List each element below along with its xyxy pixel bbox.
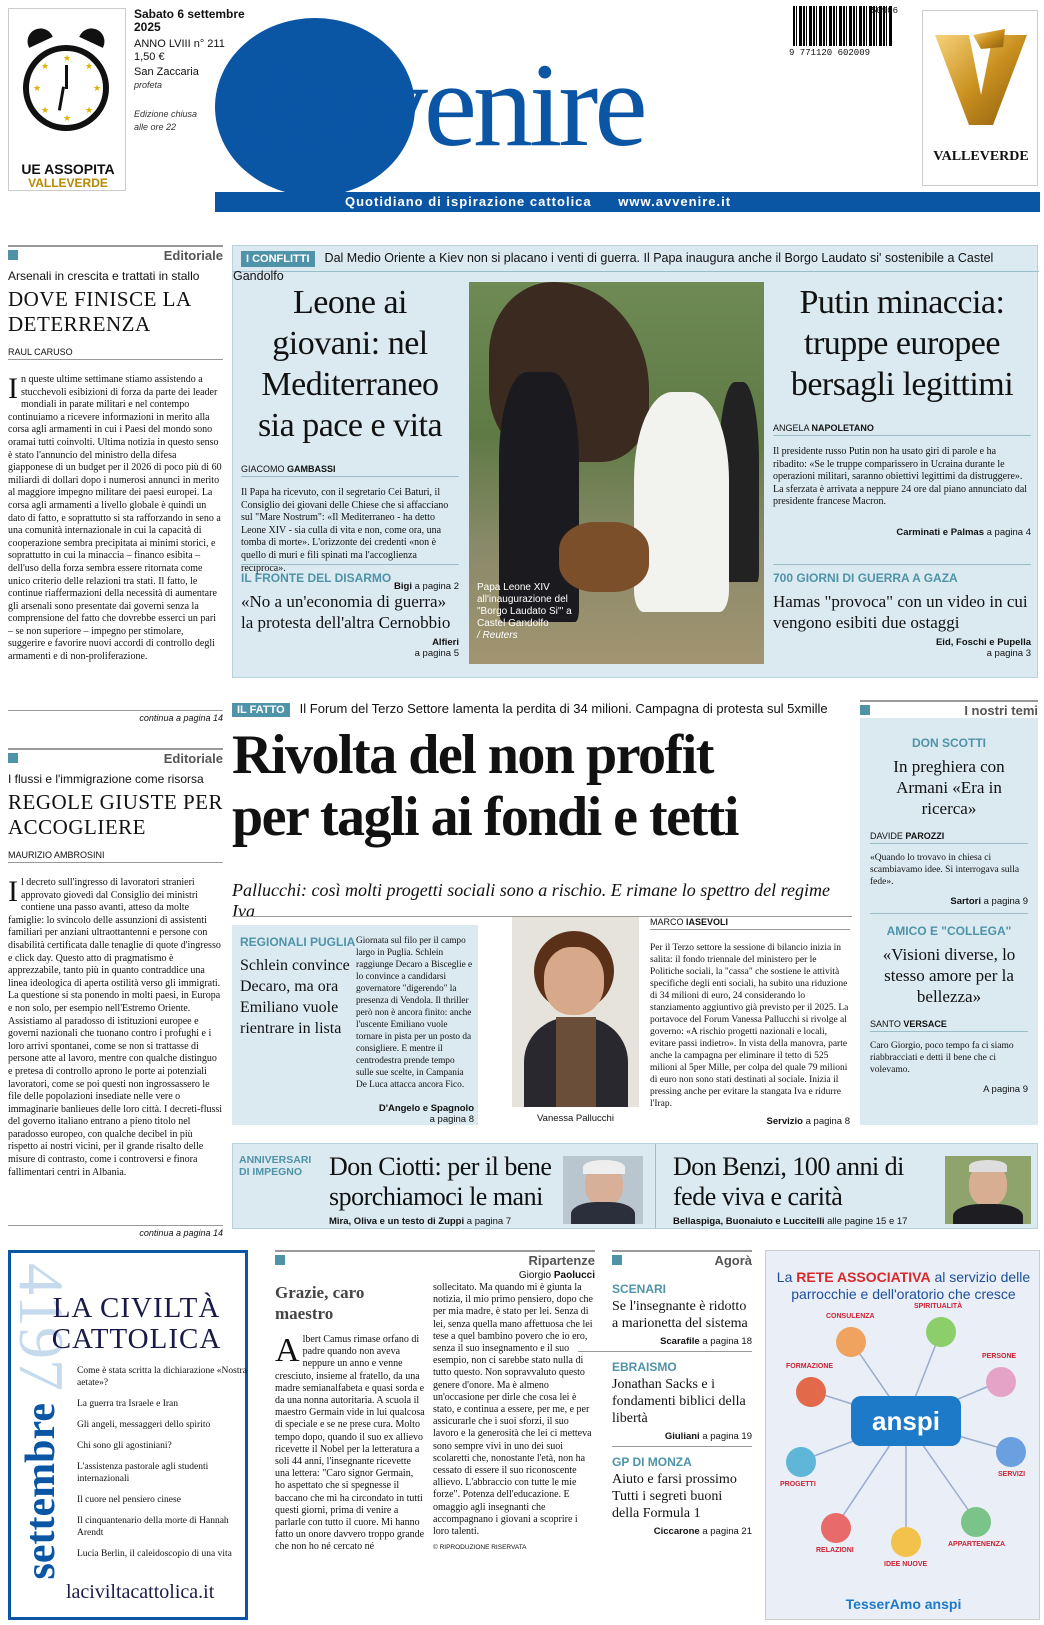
leone-article[interactable] [241, 282, 459, 592]
saint-role: profeta [134, 80, 163, 90]
agora-title[interactable]: Aiuto e farsi prossimo Tutti i segreti buoni della Formula 1 [612, 1472, 737, 1521]
spiritualita-icon [926, 1317, 956, 1347]
ripartenze-header [275, 1250, 595, 1268]
conflitti-tagbar [233, 246, 1039, 283]
civilta-item: Lucia Berlin, il caleidoscopio di una vita [77, 1549, 232, 1559]
versace-title[interactable]: «Visioni diverse, lo stesso amore per la bellezza» [882, 945, 1016, 1006]
node-label: SPIRITUALITÀ [914, 1303, 963, 1310]
node-label: RELAZIONI [816, 1547, 854, 1554]
editoriale-header [8, 245, 223, 263]
fatto-subtitle: Pallucchi: così molti progetti sociali sono a rischio. E rimane lo spettro del regime Iva [232, 880, 830, 921]
disarmo-subhead: IL FRONTE DEL DISARMO [241, 571, 392, 585]
node-label: CONSULENZA [826, 1313, 875, 1320]
anspi-title: La RETE ASSOCIATIVA al servizio delle parrocchie e dell'oratorio che cresce [776, 1269, 1031, 1302]
pope-shape [634, 392, 729, 612]
ue-assopita-ad[interactable] [8, 8, 126, 191]
site-url[interactable]: www.avvenire.it [618, 194, 732, 209]
editoriale-body [8, 374, 223, 704]
tagline-bar [215, 192, 1040, 212]
scotti-author: DAVIDE PAROZZI [870, 831, 1028, 844]
ciotti-photo [563, 1156, 643, 1224]
editoriale-body-text: n queste ultime settimane stiamo assistendo a stucchevoli esibizioni di forza da parte dei leader mondiali in parate militari e nel contempo continuiamo a ricevere informazioni in merito alla corsa agli armamenti in cui i Paesi del mondo sono oramai tutti coinvolti. Ultima notizia in questo senso è stato l'annuncio del ministro della difesa giapponese di un budget per il 2026 di poco più di 60 miliardi di dollari dopo i numerosi annunci in merito al maggiore impegno militare dei paesi europei. La corsa agli armamenti a livello globale è quindi un dato di fatto, e soprattutto si sta rafforzando in seno a una comunità internazionale in cui la capacità di cooperazione sembra precipitata ai minimi storici, e soprattutto in cui la minaccia – financo esibita – dell'uso della forza sembra essere ritornata come unico criterio delle relazioni tra stati. Il fatto, le continue riaffermazioni della necessità di aumentare gli arsenali sono presentate dai governi senza la comprensione del fatto che dovrebbe esserci un pari – se non superiore – impegno per stimolare, suggerire e favorire nuovi accordi di controllo degli armamenti e di non-proliferazione. [8, 374, 222, 663]
regionali-body: Giornata sul filo per il campo largo in Puglia. Schlein raggiunge Decaro a Bisceglie e lo convince a candidarsi governatore "digerendo" la presenza di Vendola. Il thriller però non è ancora finito: anche l'uscente Emiliano vuole tornare in pista per un posto da consigliere. E mentre il centrodestra prende tempo sulle sue scelte, in Campania De Luca attacca ancora Fico. [356, 936, 473, 1090]
ciotti-title[interactable]: Don Ciotti: per il bene sporchiamoci le mani [329, 1152, 552, 1211]
editoriale-author: RAUL CARUSO [8, 347, 223, 360]
fatto-body: Per il Terzo settore la sessione di bilancio inizia in salita: il fondo triennale del ministero per le Politiche sociali, la "cassa" che sostiene le attività specifiche degli enti sociali, ha subito una riduzione di 34 milioni di euro, 24 considerando lo stanziamento aggiuntivo già previsto per il 2025. La portavoce del Forum Vanessa Pallucchi si rivolge al governo: «A rischio progetti nazionali e locali, evitare passi indietro». In vista della manovra, parte anche la campagna per eliminare il tetto di 525 milioni al 5per Mille, per colpa del quale 79 milioni di euro non sono stati destinati al sociale. Inizia il pressing anche per evitare la stangata Iva e ridurre l'Irap. [650, 943, 849, 1109]
editoriale-title[interactable]: REGOLE GIUSTE PER ACCOGLIERE [8, 790, 223, 839]
temi-panel [860, 718, 1038, 1125]
tagline: Quotidiano di ispirazione cattolica [345, 194, 592, 209]
valleverde-v-icon [933, 25, 1029, 135]
gaza-article[interactable] [773, 564, 1031, 659]
benzi-photo [945, 1156, 1031, 1224]
fatto-title-line2: per tagli ai fondi e tetti [232, 786, 738, 848]
fatto-header [232, 700, 852, 718]
continue-link[interactable]: continua a pagina 14 [8, 710, 223, 723]
putin-title[interactable]: Putin minaccia: truppe europee bersagli legittimi [790, 284, 1014, 403]
temi-label: I nostri temi [964, 703, 1038, 718]
putin-article[interactable] [773, 282, 1031, 538]
agora-header [612, 1250, 752, 1268]
leone-body: Il Papa ha ricevuto, con il segretario Cei Baturi, il Consiglio dei giovani delle Chiese che si affacciano sul "Mare Nostrum": «Il Mediterraneo - ha detto Leone XIV - sia culla di vita e non, come ora, una tomba di morte». L'orizzonte dei credenti «non è quello di muri e fili spinati ma l'accoglienza reciproca». [241, 487, 449, 574]
barcode-number: 9 771120 602009 [789, 48, 871, 58]
fatto-ref[interactable]: Servizio a pagina 8 [766, 1116, 850, 1127]
versace-author: SANTO VERSACE [870, 1019, 1028, 1032]
agora-ref[interactable]: Scarafile a pagina 18 [660, 1336, 752, 1347]
fatto-tag: IL FATTO [232, 703, 290, 717]
anniversari-label: ANNIVERSARI DI IMPEGNO [239, 1154, 312, 1178]
civilta-item: La guerra tra Israele e Iran [77, 1399, 178, 1409]
rights-notice: © RIPRODUZIONE RISERVATA [433, 1544, 527, 1552]
gaza-subhead: 700 GIORNI DI GUERRA A GAZA [773, 571, 958, 585]
scotti-ref[interactable]: Sartori a pagina 9 [950, 896, 1028, 907]
civilta-contents [77, 1365, 247, 1569]
fatto-body-area [232, 916, 852, 1131]
leone-ref[interactable]: Bigi a pagina 2 [394, 581, 459, 593]
ue-label: UE ASSOPITA [21, 161, 115, 177]
regionali-title[interactable]: Schlein convince Decaro, ma ora Emiliano vuole rientrare in lista [240, 957, 350, 1037]
node-label: SERVIZI [998, 1471, 1026, 1478]
putin-body: Il presidente russo Putin non ha usato giri di parole e ha ribadito: «Se le truppe comparissero in Ucraina durante le operazioni militari, saranno obiettivi legittimi da distruggere». La sferzata è arrivata a neppure 24 ore dal piano annunciato dal presidente francese Macron. [773, 446, 1028, 508]
agora-item[interactable] [578, 1282, 752, 1352]
photo-caption: Papa Leone XIV all'inaugurazione del "Borgo Laudato Si'" a Castel Gandolfo / Reuters [477, 582, 572, 641]
civilta-month: settembre [18, 1403, 64, 1580]
agora-title[interactable]: Se l'insegnante è ridotto a marionetta del sistema [612, 1299, 748, 1331]
versace-subhead: AMICO E "COLLEGA" [886, 924, 1012, 938]
versace-ref[interactable]: A pagina 9 [983, 1084, 1028, 1095]
fatto-title[interactable] [232, 724, 852, 848]
anspi-ad[interactable] [765, 1250, 1040, 1620]
civilta-url[interactable]: laciviltacattolica.it [66, 1581, 215, 1603]
nostri-temi [860, 700, 1038, 1125]
editoriale-label: Editoriale [163, 751, 223, 766]
editoriale-kicker: I flussi e l'immigrazione come risorsa [8, 772, 204, 786]
civilta-cattolica-ad[interactable] [8, 1250, 248, 1620]
regionali-subhead: REGIONALI PUGLIA [240, 935, 356, 949]
ripartenze-body1: Albert Camus rimase orfano di padre quando non aveva neppure un anno e venne cresciuto, insieme al fratello, da una madre semianalfabeta e quasi sorda e da una nonna autoritaria. A scuola il maestro Germain vide in lui qualcosa di speciale e se ne prese cura. Molto tempo dopo, quando il suo ex allievo ricevette il Nobel per la letteratura a soli 44 anni, l'insegnante ricevette una lettera: "Caro signor Germain, ho aspettato che si spegnesse il baccano che mi ha circondato in tutti questi giorni, prima di venire a parlarle con tutto il cuore. Mi hanno fatto un onore davvero troppo grande che non ho né cercato né [275, 1334, 425, 1553]
continue-link[interactable]: continua a pagina 14 [8, 1225, 223, 1238]
editoriale-kicker: Arsenali in crescita e trattati in stallo [8, 269, 200, 283]
edition-note: Edizione chiusa alle ore 22 [134, 109, 198, 132]
agora-column [612, 1250, 752, 1537]
versace-article[interactable] [870, 913, 1028, 1095]
issue-number: ANNO LVIII n° 211 [134, 38, 225, 50]
consulenza-icon [836, 1327, 866, 1357]
benzi-article[interactable] [673, 1152, 933, 1227]
newspaper-logo[interactable]: Avvenire [238, 38, 644, 171]
temi-header [860, 700, 1038, 718]
civilta-item: Chi sono gli agostiniani? [77, 1441, 172, 1451]
conflitti-tag: I CONFLITTI [241, 251, 315, 267]
agora-subhead: GP DI MONZA [612, 1455, 692, 1469]
dropcap: I [8, 374, 18, 405]
editoriale-body [8, 877, 223, 1219]
civilta-item: Gli angeli, messaggeri dello spirito [77, 1420, 211, 1430]
scotti-subhead: DON SCOTTI [912, 736, 986, 750]
ciotti-ref[interactable]: Mira, Oliva e un testo di Zuppi a pagina 7 [329, 1216, 512, 1227]
masthead [0, 0, 1044, 220]
putin-author: ANGELA NAPOLETANO [773, 423, 1031, 436]
anspi-logo: anspi [851, 1396, 961, 1446]
civilta-item: Il cuore nel pensiero cinese [77, 1495, 181, 1505]
ripartenze-col1 [275, 1282, 425, 1582]
fatto-kicker: Il Forum del Terzo Settore lamenta la perdita di 34 milioni. Campagna di protesta sul 5xmille [299, 701, 828, 716]
barcode-top: 50906 [871, 6, 899, 16]
fatto-title-line1: Rivolta del non profit [232, 724, 713, 786]
editoriale-2 [8, 748, 223, 1238]
fatto-author: MARCO IASEVOLI [650, 917, 850, 930]
ripartenze-column [275, 1250, 595, 1553]
issue-date: Sabato 6 settembre 2025 [134, 7, 245, 34]
formazione-icon [796, 1377, 826, 1407]
saint-of-day: San Zaccaria [134, 66, 199, 78]
alarm-clock-icon: ★ ★ ★ ★ ★ ★ ★ ★ [23, 45, 109, 131]
servizi-icon [996, 1437, 1026, 1467]
putin-ref[interactable]: Carminati e Palmas a pagina 4 [896, 526, 1031, 538]
pallucchi-photo [512, 917, 639, 1107]
editoriale-label: Editoriale [163, 248, 223, 263]
agora-ref[interactable]: Ciccarone a pagina 21 [653, 1526, 752, 1537]
dropcap: I [8, 877, 18, 908]
civilta-title: LA CIVILTÀ CATTOLICA [51, 1292, 222, 1355]
agora-subhead: EBRAISMO [612, 1360, 677, 1374]
persone-icon [986, 1367, 1016, 1397]
valleverde-ad[interactable] [922, 10, 1038, 186]
ciotti-article[interactable] [329, 1152, 559, 1227]
agora-title[interactable]: Jonathan Sacks e i fondamenti biblici della libertà [612, 1377, 746, 1426]
gaza-title[interactable]: Hamas "provoca" con un video in cui vengono esibiti due ostaggi [773, 592, 1028, 632]
conflitti-headline: Dal Medio Oriente a Kiev non si placano i venti di guerra. Il Papa inaugura anche il Borgo Laudato si' sostenibile a Castel Gandolfo [233, 251, 994, 283]
civilta-year: 4197 [6, 1263, 77, 1391]
editoriale-header [8, 748, 223, 766]
node-label: PERSONE [982, 1353, 1017, 1360]
issue-price: 1,50 € [134, 51, 165, 63]
agora-label: Agorà [714, 1253, 752, 1268]
scotti-title[interactable]: In preghiera con Armani «Era in ricerca» [893, 757, 1005, 818]
agora-ref[interactable]: Giuliani a pagina 19 [664, 1431, 752, 1442]
scotti-article[interactable] [870, 736, 1028, 907]
ripartenze-title[interactable]: Grazie, caro maestro [275, 1283, 365, 1323]
regionali-ref[interactable]: D'Angelo e Spagnolo a pagina 8 [378, 1103, 474, 1125]
editoriale-body-text: l decreto sull'ingresso di lavoratori stranieri approvato giovedì dal Consiglio dei ministri contiene una passo avanti, atteso da molte famiglie: lo svincolo delle assunzioni di assistenti familiari per anziani ultraottantenni e persone con disabilità certificata dalle tenaglie di quote d'ingresso e click day. Questo atto di pragmatismo è apprezzabile, tanto più in quanto contraddice una linea ideologica di aperta ostilità verso gli immigrati. La questione si sta ponendo in molti paesi, in Europa e non solo, per esempio nell'Estremo Oriente. Assistiamo al paradosso di istituzioni europee e governi nazionali che tuonano contro i profughi e i loro arrivi spontanei, come se non si trattasse di persone atte al lavoro, mentre con qualche distinguo e pretesa di controllo aprono le porte ai potenziali lavoratori, come se poi questi non ingrossassero le file delle popolazioni insediate nelle vere o immaginarie banlieues delle loro città. I decreti-flussi del governo italiano entrano a pieno titolo nel paradosso europeo, con qualche decibel in più rispetto ai nostri vicini, per il grande risalto delle misure di contrasto, come i controversi e finora fallimentari centri in Albania. [8, 877, 223, 1178]
benzi-title[interactable]: Don Benzi, 100 anni di fede viva e carità [673, 1152, 904, 1211]
civilta-item: Il cinquantenario della morte di Hannah Arendt [77, 1516, 229, 1538]
ripartenze-body2: sollecitato. Ma quando mi è giunta la notizia, il mio primo pensiero, dopo che per mia madre, è stato per lei. Senza di lei, senza quella mano affettuosa che lei tese a quel bambino povero che io ero, senza il suo insegnamento e il suo esempio, non ci sarebbe stato nulla di tutto questo. Non sopravvaluto questo genere d'onore. Ma è almeno un'occasione per dirle che cosa lei è stato, e continua a essere, per me, e per assicurarle che i suoi sforzi, il suo lavoro e la generosità che lei ci metteva sono sempre vivi in uno dei suoi scolaretti che, nonostante l'età, non ha cessato di essere il suo riconoscente allievo. L'abbraccio con tutte le mie forze". Potenza dell'educazione. E omaggio agli insegnanti che accompagnano i giovani a scoprire i loro talenti. © RIPRODUZIONE RISERVATA [433, 1282, 593, 1582]
leone-title[interactable]: Leone ai giovani: nel Mediterraneo sia pace e vita [257, 284, 443, 444]
ripartenze-author: Giorgio Paolucci [518, 1270, 595, 1281]
node-label: IDEE NUOVE [884, 1561, 928, 1568]
pallucchi-caption: Vanessa Pallucchi [537, 1113, 614, 1124]
vv-brand: VALLEVERDE [933, 149, 1029, 164]
civilta-item: L'assistenza pastorale agli studenti internazionali [77, 1462, 209, 1484]
anspi-footer: TesserAmo anspi [845, 1596, 962, 1612]
fatto-main-article[interactable] [650, 917, 850, 1127]
disarmo-article[interactable] [241, 564, 459, 659]
disarmo-title[interactable]: «No a un'economia di guerra» la protesta dell'altra Cernobbio [241, 592, 451, 632]
regionali-article[interactable] [232, 925, 478, 1125]
relazioni-icon [821, 1513, 851, 1543]
scotti-body: «Quando lo trovavo in chiesa ci scambiavamo idee. Si interrogava sulla fede». [870, 853, 1020, 887]
editoriale-1 [8, 245, 223, 723]
leone-author: GIACOMO GAMBASSI [241, 464, 459, 477]
disarmo-ref[interactable]: Alfieri a pagina 5 [414, 637, 459, 659]
node-label: APPARTENENZA [948, 1541, 1006, 1548]
anniversari-panel [232, 1143, 1038, 1229]
benzi-ref[interactable]: Bellaspiga, Buonaiuto e Luccitelli alle pagine 15 e 17 [673, 1216, 908, 1227]
ripartenze-label: Ripartenze [528, 1253, 595, 1268]
versace-body: Caro Giorgio, poco tempo fa ci siamo riabbracciati e detti il bene che ci volevamo. [870, 1041, 1014, 1075]
barcode [789, 6, 913, 64]
agora-item[interactable] [612, 1360, 752, 1447]
appartenenza-icon [961, 1507, 991, 1537]
agora-item[interactable] [612, 1455, 752, 1537]
node-label: FORMAZIONE [786, 1363, 834, 1370]
progetti-icon [786, 1447, 816, 1477]
ue-brand: VALLEVERDE [28, 176, 108, 190]
gaza-ref[interactable]: Eid, Foschi e Pupella a pagina 3 [935, 637, 1031, 659]
civilta-item: Come è stata scritta la dichiarazione «Nostra aetate»? [77, 1366, 247, 1388]
editoriale-title[interactable]: DOVE FINISCE LA DETERRENZA [8, 287, 191, 336]
idee-nuove-icon [891, 1527, 921, 1557]
agora-subhead: SCENARI [612, 1282, 667, 1296]
conflitti-panel [232, 245, 1038, 678]
editoriale-author: MAURIZIO AMBROSINI [8, 850, 223, 863]
node-label: PROGETTI [780, 1481, 816, 1488]
pope-photo [469, 282, 764, 664]
